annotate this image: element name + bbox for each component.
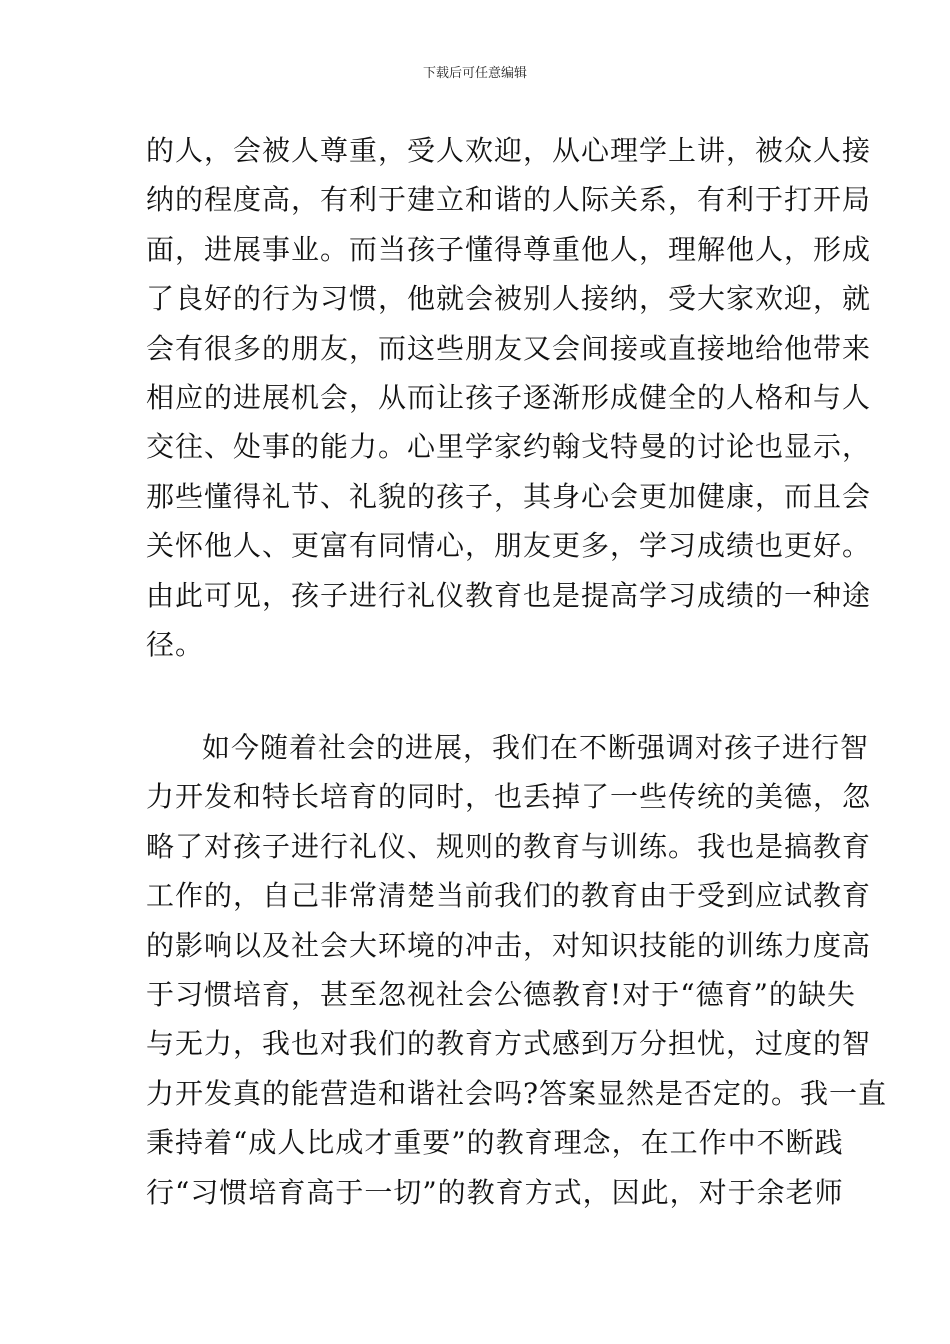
- paragraph-line: 交往、处事的能力。心里学家约翰戈特曼的讨论也显示，: [146, 430, 872, 464]
- paragraph-line: 如今随着社会的进展，我们在不断强调对孩子进行智: [202, 731, 870, 764]
- paragraph-line: 秉持着“成人比成才重要”的教育理念，在工作中不断践: [146, 1126, 844, 1160]
- paragraph-line: 关怀他人、更富有同情心，朋友更多，学习成绩也更好。: [146, 529, 872, 563]
- paragraph-line: 由此可见，孩子进行礼仪教育也是提高学习成绩的一种途: [146, 578, 872, 612]
- paragraph-1: [146, 126, 872, 669]
- paragraph-line: 的影响以及社会大环境的冲击，对知识技能的训练力度高: [146, 928, 872, 962]
- paragraph-line: 行“习惯培育高于一切”的教育方式，因此，对于余老师: [146, 1175, 844, 1209]
- page-header: 下载后可任意编辑: [422, 66, 527, 81]
- paragraph-line: 于习惯培育，甚至忽视社会公德教育!对于“德育”的缺失: [146, 977, 856, 1011]
- paragraph-line: 纳的程度高，有利于建立和谐的人际关系，有利于打开局: [146, 183, 872, 217]
- paragraph-line: 径。: [146, 627, 205, 661]
- paragraph-line: 会有很多的朋友，而这些朋友又会间接或直接地给他带来: [146, 331, 872, 365]
- paragraph-line: 那些懂得礼节、礼貌的孩子，其身心会更加健康，而且会: [146, 479, 872, 513]
- paragraph-line: 面，进展事业。而当孩子懂得尊重他人，理解他人，形成: [146, 232, 872, 266]
- paragraph-line: 工作的，自己非常清楚当前我们的教育由于受到应试教育: [146, 879, 872, 913]
- paragraph-line: 力开发真的能营造和谐社会吗?答案显然是否定的。我一直: [146, 1076, 888, 1110]
- paragraph-line: 力开发和特长培育的同时，也丢掉了一些传统的美德，忽: [146, 780, 872, 814]
- paragraph-line: 略了对孩子进行礼仪、规则的教育与训练。我也是搞教育: [146, 829, 872, 863]
- paragraph-line: 与无力，我也对我们的教育方式感到万分担忧，过度的智: [146, 1027, 872, 1061]
- paragraph-line: 相应的进展机会，从而让孩子逐渐形成健全的人格和与人: [146, 380, 872, 414]
- paragraph-line: 了良好的行为习惯，他就会被别人接纳，受大家欢迎，就: [146, 282, 872, 316]
- paragraph-line: 的人，会被人尊重，受人欢迎，从心理学上讲，被众人接: [146, 134, 872, 167]
- paragraph-2: [146, 723, 888, 1217]
